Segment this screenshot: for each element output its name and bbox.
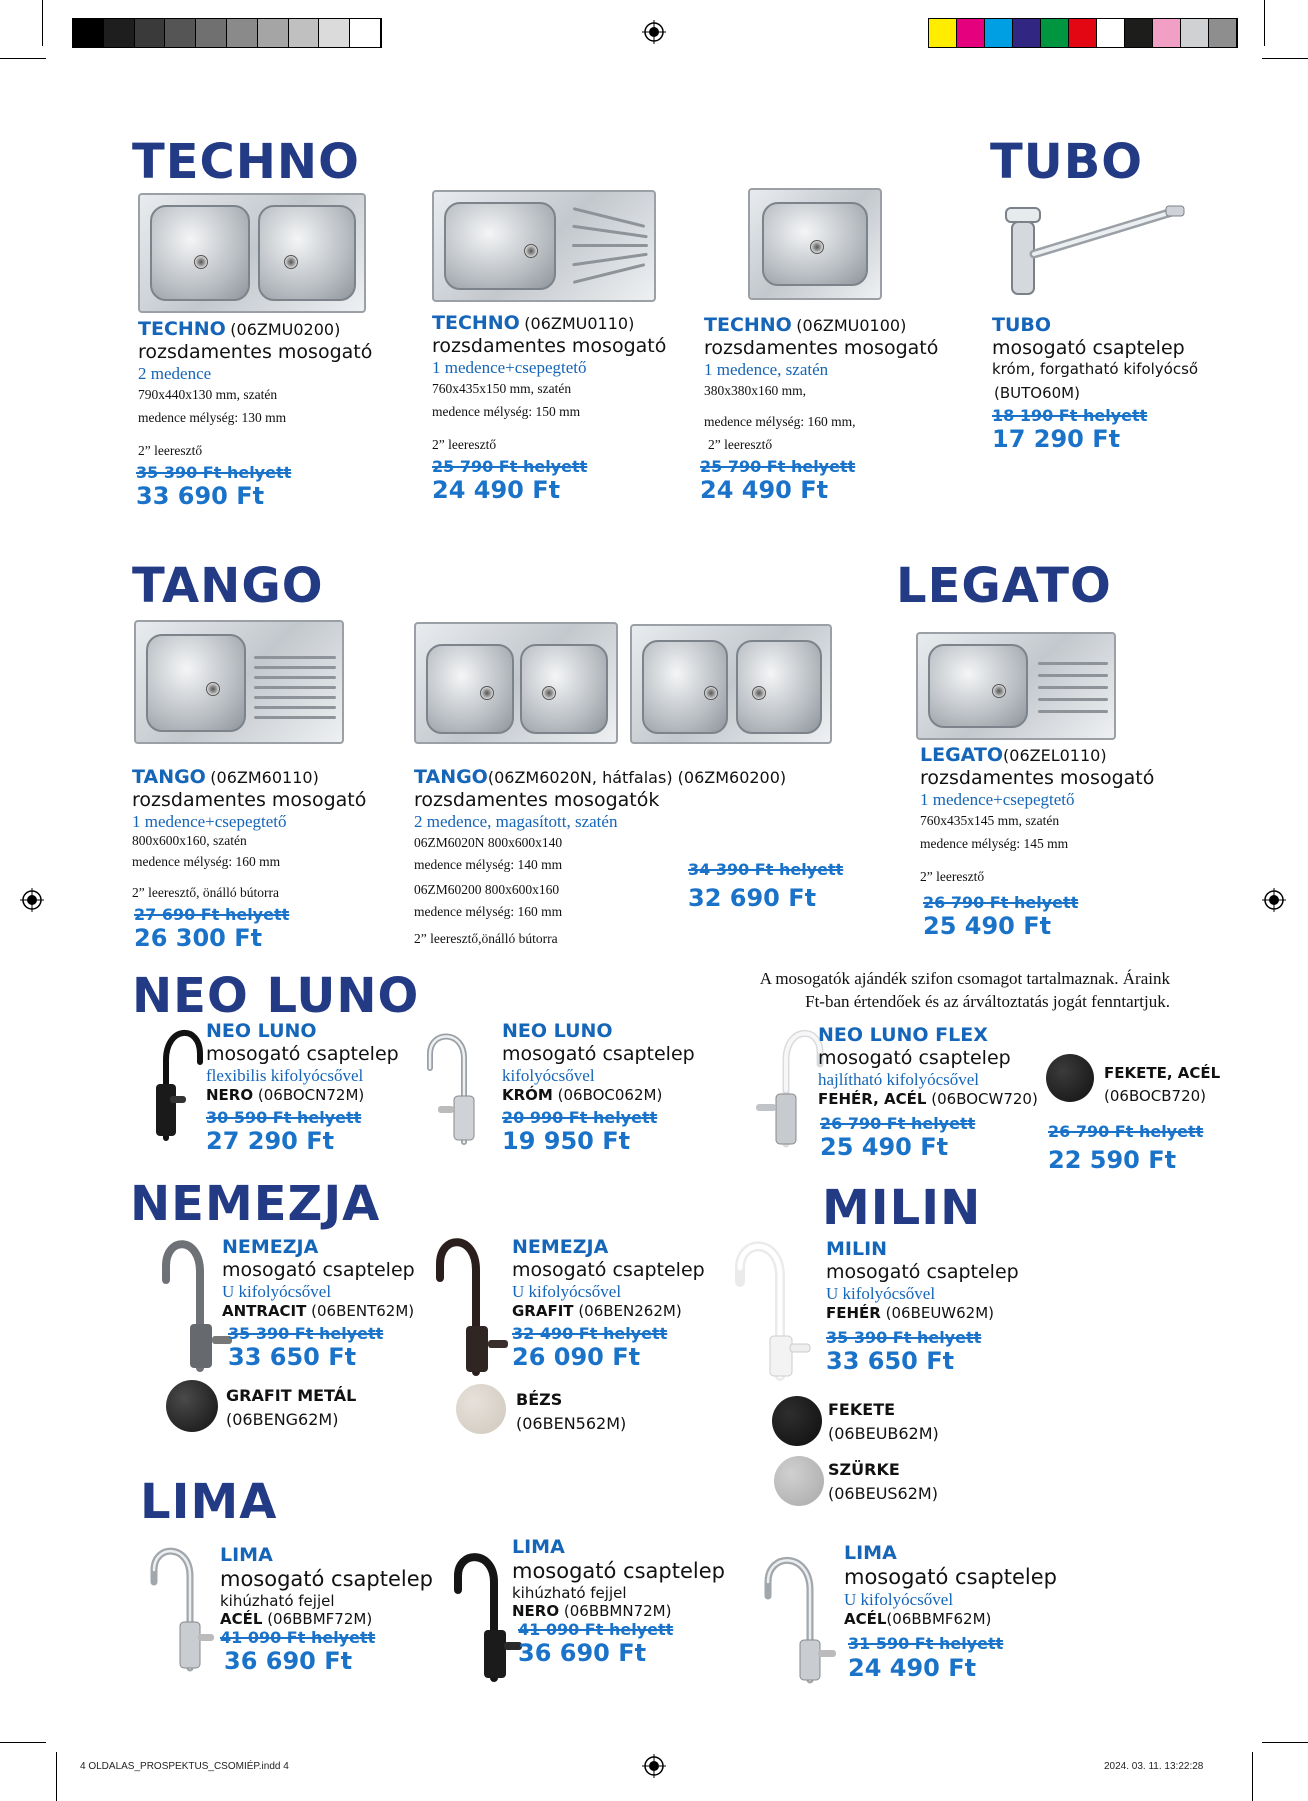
product-subtitle: 2 medence — [138, 363, 212, 383]
product-lima-u — [844, 1542, 1104, 1682]
color-swatch-black — [1046, 1054, 1094, 1102]
product-dimensions: 790x440x130 mm, szatén — [138, 386, 278, 402]
product-type: mosogató csaptelep — [844, 1564, 1057, 1589]
product-brand: MILIN — [826, 1238, 888, 1260]
old-price: 31 590 Ft helyett — [848, 1634, 1004, 1654]
product-neo-luno-flex — [818, 1024, 1058, 1162]
product-color: NERO — [206, 1085, 254, 1104]
product-brand: TUBO — [992, 314, 1052, 336]
product-depth: medence mélység: 145 mm — [920, 835, 1069, 851]
grayscale-patch — [350, 19, 381, 47]
color-patch — [1125, 19, 1153, 47]
product-type: mosogató csaptelep — [826, 1260, 1019, 1283]
old-price-neo-luno-flex-black: 26 790 Ft helyett — [1048, 1122, 1204, 1141]
product-depth: medence mélység: 160 mm — [132, 853, 281, 869]
product-brand: TANGO — [132, 766, 206, 788]
new-price: 24 490 Ft — [848, 1653, 977, 1682]
grayscale-patch — [227, 19, 258, 47]
new-price: 25 490 Ft — [820, 1133, 949, 1162]
new-price: 25 490 Ft — [923, 911, 1052, 940]
product-color: KRÓM — [502, 1085, 553, 1104]
new-price: 33 690 Ft — [136, 481, 265, 510]
color-swatch-bezs — [456, 1384, 506, 1434]
registration-mark-right — [1262, 888, 1286, 912]
product-depth: medence mélység: 130 mm — [138, 409, 287, 425]
registration-mark-top — [642, 20, 666, 44]
product-dimensions: 380x380x160 mm, — [704, 382, 807, 398]
sink-image-techno-drainer — [432, 190, 656, 302]
product-depth: medence mélység: 160 mm — [414, 904, 563, 920]
new-price: 24 490 Ft — [700, 475, 829, 504]
color-swatch-grafit-metal — [166, 1380, 218, 1432]
product-code: (06ZM60110) — [210, 768, 319, 787]
grayscale-patch — [165, 19, 196, 47]
old-price: 32 490 Ft helyett — [512, 1323, 668, 1343]
new-price: 26 090 Ft — [512, 1343, 641, 1372]
product-subtitle: hajlítható kifolyócsővel — [818, 1069, 979, 1089]
product-drain: 2” leeresztő — [920, 868, 985, 884]
old-price: 25 790 Ft helyett — [700, 456, 856, 476]
product-brand: TANGO — [414, 766, 488, 788]
product-code: (06ZMU0110) — [524, 314, 635, 333]
product-drain: 2” leeresztő — [708, 436, 773, 452]
product-code: (06ZMU0100) — [796, 316, 907, 335]
product-neo-luno-nero — [206, 1020, 446, 1156]
product-nemezja-grafit — [512, 1236, 752, 1372]
product-type: mosogató csaptelep — [502, 1042, 695, 1065]
product-feature: kihúzható fejjel — [220, 1591, 335, 1610]
product-subtitle: 2 medence, magasított, szatén — [414, 811, 618, 831]
faucet-image-lima-u — [756, 1546, 846, 1686]
product-brand: NEO LUNO — [206, 1020, 317, 1042]
product-tubo — [992, 314, 1232, 454]
old-price: 41 090 Ft helyett — [220, 1627, 376, 1647]
swatch-label-szurke — [828, 1458, 938, 1506]
product-code: (06BOCN72M) — [257, 1085, 365, 1104]
swatch-code: (06BEUS62M) — [828, 1484, 938, 1503]
product-lima-nero — [512, 1536, 752, 1668]
registration-mark-bottom — [642, 1754, 666, 1778]
product-code: (06BOCW720) — [931, 1089, 1038, 1108]
color-patch — [957, 19, 985, 47]
section-title-neo-luno: NEO LUNO — [132, 968, 420, 1024]
color-patch — [1013, 19, 1041, 47]
color-swatch-fekete — [772, 1396, 822, 1446]
grayscale-patch — [135, 19, 166, 47]
product-subtitle: flexibilis kifolyócsővel — [206, 1065, 364, 1085]
swatch-code: (06BENG62M) — [226, 1410, 339, 1429]
old-price: 18 190 Ft helyett — [992, 405, 1148, 425]
section-title-legato: LEGATO — [896, 558, 1112, 614]
old-price: 35 390 Ft helyett — [136, 462, 292, 482]
color-patch — [985, 19, 1013, 47]
section-title-nemezja: NEMEZJA — [130, 1176, 381, 1232]
crop-mark — [1264, 0, 1265, 46]
crop-mark — [42, 0, 43, 46]
product-type: mosogató csaptelep — [512, 1258, 705, 1281]
product-code: (06BENT62M) — [311, 1301, 415, 1320]
product-type: rozsdamentes mosogató — [138, 340, 373, 363]
product-type: rozsdamentes mosogatók — [414, 788, 660, 811]
grayscale-patch — [196, 19, 227, 47]
product-type: mosogató csaptelep — [222, 1258, 415, 1281]
color-patch — [929, 19, 957, 47]
product-drain: 2” leeresztő,önálló bútorra — [414, 931, 558, 947]
swatch-label-fekete — [828, 1398, 939, 1446]
swatch-color-name: SZÜRKE — [828, 1460, 900, 1479]
disclaimer-note — [650, 968, 1170, 1014]
product-code: (06BBMF72M) — [267, 1609, 373, 1628]
product-code: (06ZM6020N, hátfalas) (06ZM60200) — [487, 768, 787, 787]
new-price: 33 650 Ft — [826, 1347, 955, 1376]
swatch-code: (06BEN562M) — [516, 1414, 627, 1433]
product-tango-double — [414, 766, 854, 951]
product-drain: 2” leeresztő, önálló bútorra — [132, 884, 279, 900]
swatch-color-name: GRAFIT METÁL — [226, 1386, 357, 1405]
product-type: mosogató csaptelep — [206, 1042, 399, 1065]
product-code: (06BOC062M) — [557, 1085, 663, 1104]
product-dimensions: 800x600x160, szatén — [132, 832, 247, 848]
product-dimensions: 760x435x150 mm, szatén — [432, 380, 572, 396]
swatch-label-bezs — [516, 1388, 626, 1436]
product-brand: LIMA — [844, 1542, 897, 1564]
old-price: 25 790 Ft helyett — [432, 456, 588, 476]
sink-image-techno-single — [748, 188, 882, 300]
swatch-color-name: FEKETE, ACÉL — [1104, 1064, 1221, 1082]
section-title-techno: TECHNO — [132, 134, 360, 190]
product-brand: NEMEZJA — [512, 1236, 609, 1258]
product-color: ACÉL — [220, 1609, 263, 1628]
product-subtitle: 1 medence+csepegtető — [132, 811, 287, 831]
product-type: rozsdamentes mosogató — [432, 334, 667, 357]
product-dimensions: 06ZM60200 800x600x160 — [414, 881, 560, 897]
product-subtitle: U kifolyócsővel — [844, 1589, 954, 1609]
product-brand: LIMA — [512, 1536, 565, 1558]
color-patch — [1153, 19, 1181, 47]
product-techno-single — [700, 314, 974, 505]
new-price: 33 650 Ft — [228, 1343, 357, 1372]
product-code: (06BBMN72M) — [563, 1601, 672, 1620]
product-color: GRAFIT — [512, 1301, 574, 1320]
crop-mark — [1262, 58, 1308, 59]
new-price: 36 690 Ft — [224, 1647, 353, 1676]
swatch-color-name: FEKETE — [828, 1400, 896, 1419]
swatch-code: (06BOCB720) — [1104, 1086, 1207, 1105]
grayscale-bar — [72, 18, 382, 48]
color-patch — [1041, 19, 1069, 47]
product-color: NERO — [512, 1601, 560, 1620]
color-swatch-szurke — [774, 1456, 824, 1506]
product-brand: TECHNO — [704, 314, 792, 336]
product-type: rozsdamentes mosogató — [704, 336, 939, 359]
new-price-neo-luno-flex-black: 22 590 Ft — [1048, 1146, 1177, 1174]
crop-mark — [1252, 1752, 1253, 1801]
grayscale-patch — [319, 19, 350, 47]
product-dimensions: 760x435x145 mm, szatén — [920, 812, 1060, 828]
product-subtitle: 1 medence+csepegtető — [920, 789, 1075, 809]
swatch-label-grafit-metal — [226, 1384, 356, 1432]
old-price-tango-double: 34 390 Ft helyett — [688, 860, 844, 879]
old-price: 20 990 Ft helyett — [502, 1107, 658, 1127]
product-nemezja-antracit — [222, 1236, 462, 1372]
new-price: 26 300 Ft — [134, 923, 263, 952]
section-title-tubo: TUBO — [990, 134, 1144, 190]
product-subtitle: U kifolyócsővel — [222, 1281, 332, 1301]
sink-image-legato — [916, 632, 1116, 740]
product-subtitle: U kifolyócsővel — [826, 1283, 936, 1303]
color-patch — [1209, 19, 1237, 47]
product-code: (06ZEL0110) — [1003, 746, 1107, 765]
product-subtitle: 1 medence+csepegtető — [432, 357, 587, 377]
product-subtitle: U kifolyócsővel — [512, 1281, 622, 1301]
product-subtitle: 1 medence, szatén — [704, 359, 829, 379]
product-code: (06BEN262M) — [578, 1301, 682, 1320]
old-price: 30 590 Ft helyett — [206, 1107, 362, 1127]
crop-mark — [0, 1742, 46, 1743]
grayscale-patch — [289, 19, 320, 47]
product-milin-feher — [826, 1238, 1066, 1376]
new-price: 19 950 Ft — [502, 1127, 631, 1156]
product-color: ACÉL — [844, 1610, 887, 1629]
product-color: FEHÉR — [826, 1303, 881, 1322]
new-price: 36 690 Ft — [518, 1639, 647, 1668]
color-bar — [928, 18, 1238, 48]
section-title-tango: TANGO — [132, 558, 324, 614]
faucet-image-tubo — [1000, 200, 1190, 300]
swatch-code: (06BEUB62M) — [828, 1424, 939, 1443]
product-drain: 2” leeresztő — [432, 436, 497, 452]
grayscale-patch — [73, 19, 104, 47]
faucet-image-lima-acel — [144, 1540, 220, 1674]
product-legato — [920, 744, 1210, 941]
section-title-lima: LIMA — [140, 1474, 278, 1530]
product-depth: medence mélység: 140 mm — [414, 856, 563, 872]
product-drain: 2” leeresztő — [138, 442, 203, 458]
registration-mark-left — [20, 888, 44, 912]
color-patch — [1097, 19, 1125, 47]
product-type: mosogató csaptelep — [512, 1558, 725, 1583]
product-code: (06ZMU0200) — [230, 320, 341, 339]
section-title-milin: MILIN — [822, 1180, 982, 1236]
product-brand: LIMA — [220, 1544, 273, 1566]
old-price: 27 690 Ft helyett — [134, 904, 290, 924]
product-type: mosogató csaptelep — [992, 336, 1185, 359]
product-brand: LEGATO — [920, 744, 1004, 766]
old-price: 35 390 Ft helyett — [228, 1323, 384, 1343]
crop-mark — [1262, 1742, 1308, 1743]
swatch-color-name: BÉZS — [516, 1390, 563, 1409]
disclaimer-line: Ft-ban értendőek és az árváltoztatás jogát fenntartjuk. — [805, 991, 1170, 1011]
product-depth: medence mélység: 150 mm — [432, 403, 581, 419]
faucet-image-neo-luno-flex — [728, 1020, 824, 1150]
faucet-image-neo-luno-nero — [126, 1020, 206, 1144]
footer-filename: 4 OLDALAS_PROSPEKTUS_CSOMIÉP.indd 4 — [80, 1761, 289, 1772]
sink-image-tango-drainer — [134, 620, 344, 744]
product-brand: TECHNO — [138, 318, 226, 340]
sink-image-techno-double — [138, 193, 366, 313]
product-type: rozsdamentes mosogató — [920, 766, 1155, 789]
product-feature: kihúzható fejjel — [512, 1583, 627, 1602]
old-price: 26 790 Ft helyett — [923, 892, 1079, 912]
product-code: (06BBMF62M) — [886, 1610, 992, 1629]
disclaimer-line: A mosogatók ajándék szifon csomagot tartalmaznak. Áraink — [759, 969, 1170, 988]
new-price: 24 490 Ft — [432, 475, 561, 504]
product-code: (06BEUW62M) — [885, 1303, 995, 1322]
product-type: mosogató csaptelep — [220, 1566, 433, 1591]
product-brand: NEO LUNO FLEX — [818, 1024, 988, 1046]
swatch-label-fekete-acel — [1104, 1062, 1220, 1107]
grayscale-patch — [258, 19, 289, 47]
product-neo-luno-krom — [502, 1020, 742, 1156]
product-depth: medence mélység: 160 mm, — [704, 413, 856, 429]
product-tango-drainer — [132, 766, 402, 953]
product-lima-acel — [220, 1544, 460, 1676]
color-patch — [1069, 19, 1097, 47]
product-code: (BUTO60M) — [994, 383, 1080, 402]
old-price: 35 390 Ft helyett — [826, 1327, 982, 1347]
product-techno-drainer — [432, 312, 702, 505]
new-price: 27 290 Ft — [206, 1127, 335, 1156]
color-patch — [1181, 19, 1209, 47]
product-type: mosogató csaptelep — [818, 1046, 1011, 1069]
sink-image-tango-double-backsplash — [414, 622, 618, 744]
product-color: FEHÉR, ACÉL — [818, 1089, 927, 1108]
footer-timestamp: 2024. 03. 11. 13:22:28 — [1104, 1761, 1204, 1772]
product-brand: TECHNO — [432, 312, 520, 334]
product-techno-double — [138, 318, 408, 511]
crop-mark — [0, 58, 46, 59]
new-price: 17 290 Ft — [992, 424, 1121, 453]
sink-image-tango-double — [630, 624, 832, 744]
old-price: 26 790 Ft helyett — [820, 1113, 976, 1133]
product-subtitle: kifolyócsővel — [502, 1065, 595, 1085]
product-dimensions: 06ZM6020N 800x600x140 — [414, 834, 563, 850]
grayscale-patch — [104, 19, 135, 47]
product-type: rozsdamentes mosogató — [132, 788, 367, 811]
product-feature: króm, forgatható kifolyócső — [992, 359, 1199, 378]
product-color: ANTRACIT — [222, 1301, 307, 1320]
crop-mark — [56, 1752, 57, 1801]
product-brand: NEMEZJA — [222, 1236, 319, 1258]
old-price: 41 090 Ft helyett — [518, 1619, 674, 1639]
new-price-tango-double: 32 690 Ft — [688, 884, 817, 912]
product-brand: NEO LUNO — [502, 1020, 613, 1042]
